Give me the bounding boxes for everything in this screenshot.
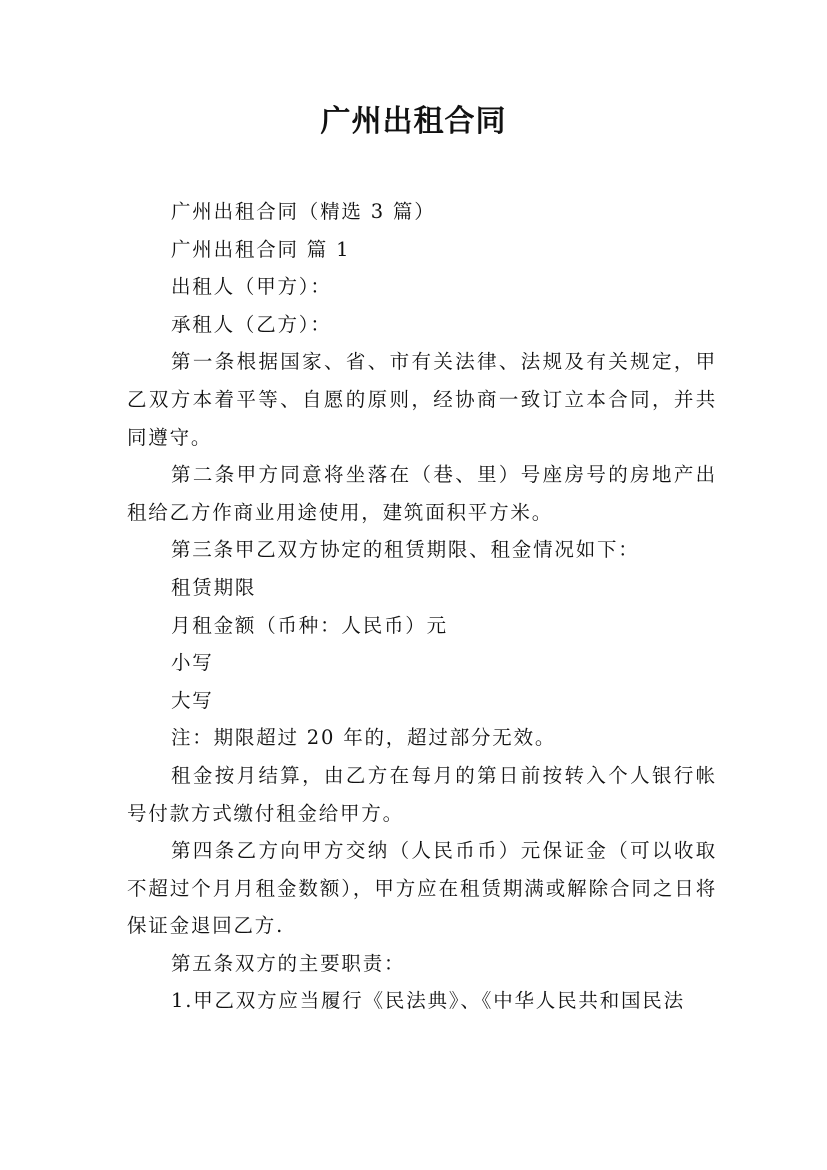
paragraph-article-5: 第五条双方的主要职责：	[171, 951, 406, 975]
paragraph-note: 注：期限超过 20 年的，超过部分无效。	[171, 726, 557, 750]
paragraph-uppercase-amount: 大写	[171, 688, 214, 712]
paragraph-article-3: 第三条甲乙双方协定的租赁期限、租金情况如下：	[171, 538, 640, 562]
document-title: 广州出租合同	[320, 104, 507, 139]
paragraph-article-1: 第一条根据国家、省、市有关法律、法规及有关规定，甲乙双方本着平等、自愿的原则，经协商一致订立本合同，并共同遵守。	[127, 350, 717, 449]
paragraph-subtitle: 广州出租合同（精选 3 篇）	[171, 200, 436, 223]
paragraph-clause-1: 1.甲乙双方应当履行《民法典》、《中华人民共和国民法	[171, 989, 685, 1013]
paragraph-article-2: 第二条甲方同意将坐落在（巷、里）号座房号的房地产出租给乙方作商业用途使用，建筑面积平方米。	[127, 463, 717, 524]
paragraph-lease-term: 租赁期限	[171, 575, 257, 599]
paragraph-lowercase-amount: 小写	[171, 651, 214, 675]
paragraph-lessor: 出租人（甲方）：	[171, 275, 332, 299]
paragraph-article-4: 第四条乙方向甲方交纳（人民币币）元保证金（可以收取不超过个月月租金数额），甲方应在租赁期满或解除合同之日将保证金退回乙方.	[127, 839, 717, 938]
paragraph-lessee: 承租人（乙方）：	[171, 312, 332, 336]
paragraph-rent-payment: 租金按月结算，由乙方在每月的第日前按转入个人银行帐号付款方式缴付租金给甲方。	[127, 763, 717, 825]
document-body	[127, 193, 717, 1020]
paragraph-section-heading: 广州出租合同 篇 1	[171, 237, 351, 261]
paragraph-monthly-rent: 月租金额（币种：人民币）元	[171, 613, 448, 637]
